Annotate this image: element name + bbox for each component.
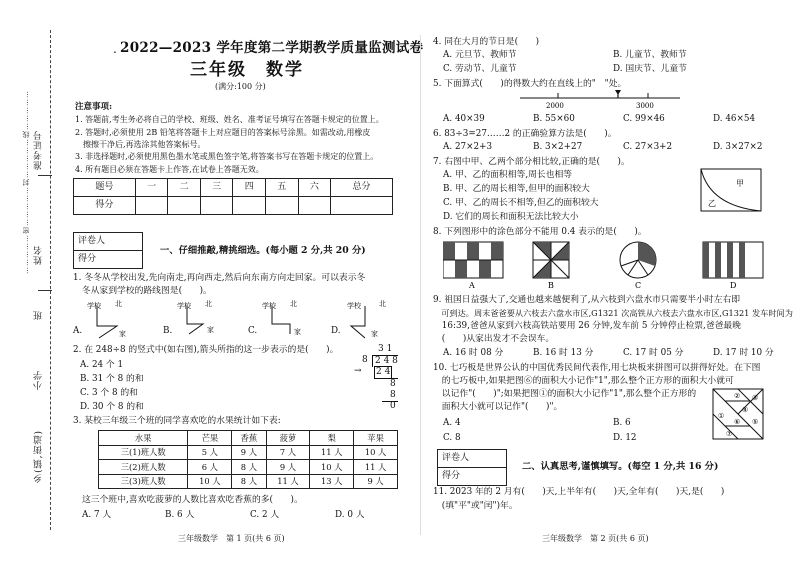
q9-option-b[interactable]: B. 16 时 13 分 [533, 348, 594, 358]
q10-line-1: 10. 七巧板是世界公认的中国优秀民间代表作,用七块板来拼图可以拼得好处。在下图 [433, 363, 761, 373]
q4-option-d[interactable]: D. 国庆节、儿童节 [613, 64, 687, 74]
section2-title: 二、认真思考,谨慎填写。(每空 1 分,共 16 分) [522, 461, 719, 472]
score-table-head: 一 [135, 179, 168, 197]
q3-option-a[interactable]: A. 7 人 [82, 510, 112, 520]
score-cell[interactable] [331, 197, 393, 215]
q2-option-a[interactable]: A. 24 个 1 [80, 360, 124, 370]
score-cell[interactable] [233, 197, 266, 215]
score-table-head: 题号 [74, 179, 136, 197]
blank-line [38, 290, 52, 291]
q7-figure [700, 168, 762, 212]
q4-option-c[interactable]: C. 劳动节、儿童节 [443, 64, 517, 74]
blank-line [38, 175, 52, 176]
q7-option-b[interactable]: B. 甲、乙的周长相等,但甲的面积较大 [443, 184, 590, 194]
q9-option-d[interactable]: D. 17 时 10 分 [713, 348, 774, 358]
q7-jia: 甲 [736, 179, 744, 188]
q3-question: 这三个班中,喜欢吃菠萝的人数比喜欢吃香蕉的多( )。 [82, 495, 303, 505]
q8-figures [443, 240, 773, 290]
score-cell[interactable] [298, 197, 331, 215]
q7-yi: 乙 [708, 199, 716, 208]
fruit-cell: 11 人 [310, 445, 354, 460]
q9-line-2: 可到达。周末爸爸要从六枝去六盘水市区,G1321 次高铁从六枝去六盘水市区,G1321 发车时间为 [433, 308, 793, 318]
exam-number-label: 准考证号 [34, 130, 44, 170]
score-cell[interactable] [200, 197, 233, 215]
fruit-head: 水果 [99, 431, 188, 446]
notice-item: 2. 答题时,必须使用 2B 铅笔将答题卡上对应题目的答案标号涂黑。如需改动,用橡皮 [75, 127, 371, 137]
full-score: (满分:100 分) [215, 82, 266, 91]
fruit-cell: 9 人 [232, 445, 266, 460]
q1-route-a [85, 298, 135, 340]
page-footer-2: 三年级数学 第 2 页(共 6 页) [542, 534, 649, 543]
q6-text: 6. 83÷3=27……2 的正确验算方法是( )。 [433, 129, 617, 139]
q1-option-a-key[interactable]: A. [73, 326, 83, 336]
fruit-cell: 10 人 [310, 460, 354, 475]
step-4: 0 [390, 401, 396, 411]
piece-6: ⑥ [734, 418, 741, 426]
q1-a-home: 家 [119, 330, 126, 338]
q5-option-d[interactable]: D. 46×54 [713, 114, 756, 124]
q8-figure-b [533, 242, 569, 278]
q1-text-2: 冬从家到学校的路线图是( )。 [73, 286, 212, 296]
header-marker: . [113, 42, 117, 56]
q8-text: 8. 下列图形中的涂色部分不能用 0.4 表示的是( )。 [433, 227, 647, 237]
page-footer-1: 三年级数学 第 1 页(共 6 页) [178, 534, 285, 543]
divisor: 8 [362, 355, 368, 365]
fruit-head: 苹果 [354, 431, 398, 446]
q5-text: 5. 下面算式( )的得数大约在直线上的" "处。 [433, 79, 627, 89]
q8-figure-d [703, 242, 763, 278]
q6-option-c[interactable]: C. 27×3+2 [623, 142, 673, 152]
q5-label-3000: 3000 [636, 102, 654, 110]
fruit-cell: 11 人 [354, 460, 398, 475]
subject-title: 三年级 数学 [190, 60, 304, 80]
q7-option-c[interactable]: C. 甲、乙的周长不相等,但乙的面积较大 [443, 198, 599, 208]
notice-item: 4. 所有题目必须在答题卡上作答,在试卷上答题无效。 [75, 164, 264, 174]
piece-2: ② [734, 392, 741, 400]
fruit-cell: 5 人 [188, 445, 232, 460]
q1-a-school: 学校 [87, 302, 101, 310]
section2-grader-box [437, 449, 507, 486]
q9-option-c[interactable]: C. 17 时 05 分 [623, 348, 684, 358]
fruit-table [98, 430, 398, 489]
q10-option-b[interactable]: B. 6 [613, 418, 631, 428]
q6-option-d[interactable]: D. 3×27×2 [713, 142, 763, 152]
step-1: 2 4 [374, 366, 392, 379]
q9-line-3: 16:39,爸爸从家到六枝高铁站要用 26 分钟,发车前 5 分钟停止检票,爸爸最晚 [433, 321, 742, 331]
fruit-cell: 8 人 [232, 460, 266, 475]
score-cell[interactable] [135, 197, 168, 215]
q1-route-c [260, 298, 310, 340]
q7-text: 7. 右图中甲、乙两个部分相比较,正确的是( )。 [433, 157, 630, 167]
svg-text:北: 北 [205, 300, 212, 308]
svg-text:家: 家 [207, 326, 214, 334]
q10-option-c[interactable]: C. 8 [443, 433, 461, 443]
q3-option-b[interactable]: B. 6 人 [165, 510, 195, 520]
notice-heading: 注意事项: [75, 102, 113, 112]
q7-option-d[interactable]: D. 它们的周长和面积无法比较大小 [443, 212, 579, 222]
q10-line-2: 的七巧板中,如果把图⑥的面积大小记作"1",那么整个正方形的面积大小就可 [433, 376, 734, 386]
q8-label-d: D [730, 281, 737, 290]
seal-dashed-line [50, 30, 51, 530]
school-label: 小学 [34, 370, 44, 390]
q4-option-b[interactable]: B. 儿童节、教师节 [613, 50, 687, 60]
step-3: 8 [390, 390, 396, 400]
q11-line-2: (填"平"或"闰")年。 [433, 501, 518, 511]
fruit-cell: 13 人 [310, 474, 354, 489]
q4-option-a[interactable]: A. 元旦节、教师节 [443, 50, 517, 60]
quotient: 3 1 [378, 344, 393, 354]
fruit-cell: 9 人 [266, 460, 310, 475]
tangram-figure [712, 388, 764, 440]
q10-line-3: 以记作"( )";如果把图①的面积大小记作"1",那么整个正方形的 [433, 389, 697, 399]
seal-dash-text: ……………密……………封……………线…………… [22, 90, 30, 274]
division-figure [354, 344, 400, 412]
reviewer-label: 评卷人 [74, 233, 143, 251]
fruit-cell: 10 人 [354, 445, 398, 460]
score-table-head: 五 [266, 179, 299, 197]
q8-figure-a [443, 242, 503, 278]
svg-text:家: 家 [294, 328, 301, 336]
fruit-cell: 7 人 [266, 445, 310, 460]
q6-option-a[interactable]: A. 27×2+3 [443, 142, 493, 152]
notice-item: 擦擦干净后,再选涂其他答案标号。 [75, 139, 206, 149]
name-label: 姓名 [34, 245, 44, 265]
q9-option-a[interactable]: A. 16 时 08 分 [443, 348, 504, 358]
section1-grader-box [73, 232, 143, 269]
q1-option-c-key[interactable]: C. [248, 326, 258, 336]
svg-text:学校: 学校 [347, 302, 361, 310]
q1-text: 1. 冬冬从学校出发,先向南走,再向西走,然后向东南方向走回家。可以表示冬 [73, 273, 366, 283]
fruit-head: 菠萝 [266, 431, 310, 446]
piece-4: ④ [742, 406, 749, 414]
q2-text: 2. 在 248÷8 的竖式中(如右图),箭头所指的这一步表示的是( )。 [73, 345, 339, 355]
piece-5: ⑤ [752, 418, 759, 426]
dividend: 2 4 8 [372, 355, 398, 367]
q8-label-c: C [635, 281, 642, 290]
score-table-head: 二 [168, 179, 201, 197]
q2-option-c[interactable]: C. 3 个 8 的和 [80, 388, 138, 398]
q8-figure-c [620, 242, 656, 278]
q5-number-line [520, 90, 680, 110]
fruit-head: 梨 [310, 431, 354, 446]
notice-item: 3. 非选择题时,必须使用黑色墨水笔或黑色签字笔,将答案书写在答题卡规定的位置上。 [75, 152, 379, 162]
fruit-cell: 11 人 [266, 474, 310, 489]
fruit-cell: 8 人 [232, 474, 266, 489]
svg-text:北: 北 [290, 300, 297, 308]
q8-label-a: A [469, 281, 475, 290]
score-cell[interactable] [168, 197, 201, 215]
piece-7: ⑦ [726, 430, 733, 438]
arrow-icon: → [354, 366, 362, 376]
q9-line-4: ( )从家出发才不会误车。 [433, 334, 555, 344]
score-table [73, 178, 393, 215]
step-2: 8 [390, 379, 396, 389]
q2-option-b[interactable]: B. 31 个 8 的和 [80, 374, 144, 384]
fruit-cell: 三(3)班人数 [99, 474, 188, 489]
score-label: 得分 [74, 251, 143, 269]
q1-option-b-key[interactable]: B. [163, 326, 173, 336]
fruit-cell: 6 人 [188, 460, 232, 475]
notice-block [75, 101, 415, 176]
q8-label-b: B [548, 281, 554, 290]
fruit-cell: 三(1)班人数 [99, 445, 188, 460]
exam-title: 2022—2023 学年度第二学期教学质量监测试卷 [120, 40, 424, 56]
q6-option-b[interactable]: B. 3×2+27 [533, 142, 583, 152]
q10-option-a[interactable]: A. 4 [443, 418, 461, 428]
score-table-head: 总分 [331, 179, 393, 197]
q4-text: 4. 同在大月的节日是( ) [433, 37, 540, 47]
piece-1: ① [718, 412, 725, 420]
q10-option-d[interactable]: D. 12 [613, 433, 637, 443]
score-label: 得分 [438, 468, 507, 486]
section1-title: 一、仔细推敲,精挑细选。(每小题 2 分,共 20 分) [160, 245, 366, 256]
score-table-head: 四 [233, 179, 266, 197]
fruit-cell: 9 人 [354, 474, 398, 489]
q5-option-c[interactable]: C. 99×46 [623, 114, 665, 124]
notice-item: 1. 答题前,考生务必将自己的学校、班级、姓名、准考证号填写在答题卡规定的位置上。 [75, 115, 384, 125]
q1-a-north: 北 [115, 300, 122, 308]
q1-option-d-key[interactable]: D. [331, 326, 341, 336]
q2-option-d[interactable]: D. 30 个 8 的和 [80, 402, 144, 412]
piece-3: ③ [752, 394, 759, 402]
town-label: 乡(镇,街道) [34, 430, 44, 483]
q10-line-4: 面积大小就可以记作"( )"。 [433, 402, 563, 412]
q5-option-b[interactable]: B. 55×60 [533, 114, 575, 124]
q1-route-b [175, 298, 225, 340]
reviewer-label: 评卷人 [438, 450, 507, 468]
svg-text:学校: 学校 [262, 302, 276, 310]
page-divider [420, 35, 421, 535]
svg-text:北: 北 [379, 300, 386, 308]
q3-text: 3. 某校三年级三个班的同学喜欢吃的水果统计如下表: [73, 416, 281, 426]
q11-line-1: 11. 2023 年的 2 月有( )天,上半年有( )天,全年有( )天,是( ) [433, 487, 725, 497]
fruit-head: 香蕉 [232, 431, 266, 446]
q5-label-2000: 2000 [546, 102, 564, 110]
class-label: 班 [34, 310, 44, 320]
fruit-cell: 10 人 [188, 474, 232, 489]
score-row-label: 得分 [74, 197, 136, 215]
score-table-head: 六 [298, 179, 331, 197]
q3-option-d[interactable]: D. 0 人 [335, 510, 365, 520]
svg-text:学校: 学校 [177, 302, 191, 310]
score-cell[interactable] [266, 197, 299, 215]
fruit-head: 芒果 [188, 431, 232, 446]
svg-text:家: 家 [371, 330, 378, 338]
q7-option-a[interactable]: A. 甲、乙的面积相等,周长也相等 [443, 170, 573, 180]
q1-options [73, 298, 403, 340]
q1-route-d [343, 298, 398, 340]
score-table-head: 三 [200, 179, 233, 197]
fruit-cell: 三(2)班人数 [99, 460, 188, 475]
q9-line-1: 9. 祖国日益强大了,交通也越来越便利了,从六枝到六盘水市只需要半小时左右即 [433, 295, 741, 305]
q3-option-c[interactable]: C. 2 人 [250, 510, 280, 520]
q5-option-a[interactable]: A. 40×39 [443, 114, 485, 124]
